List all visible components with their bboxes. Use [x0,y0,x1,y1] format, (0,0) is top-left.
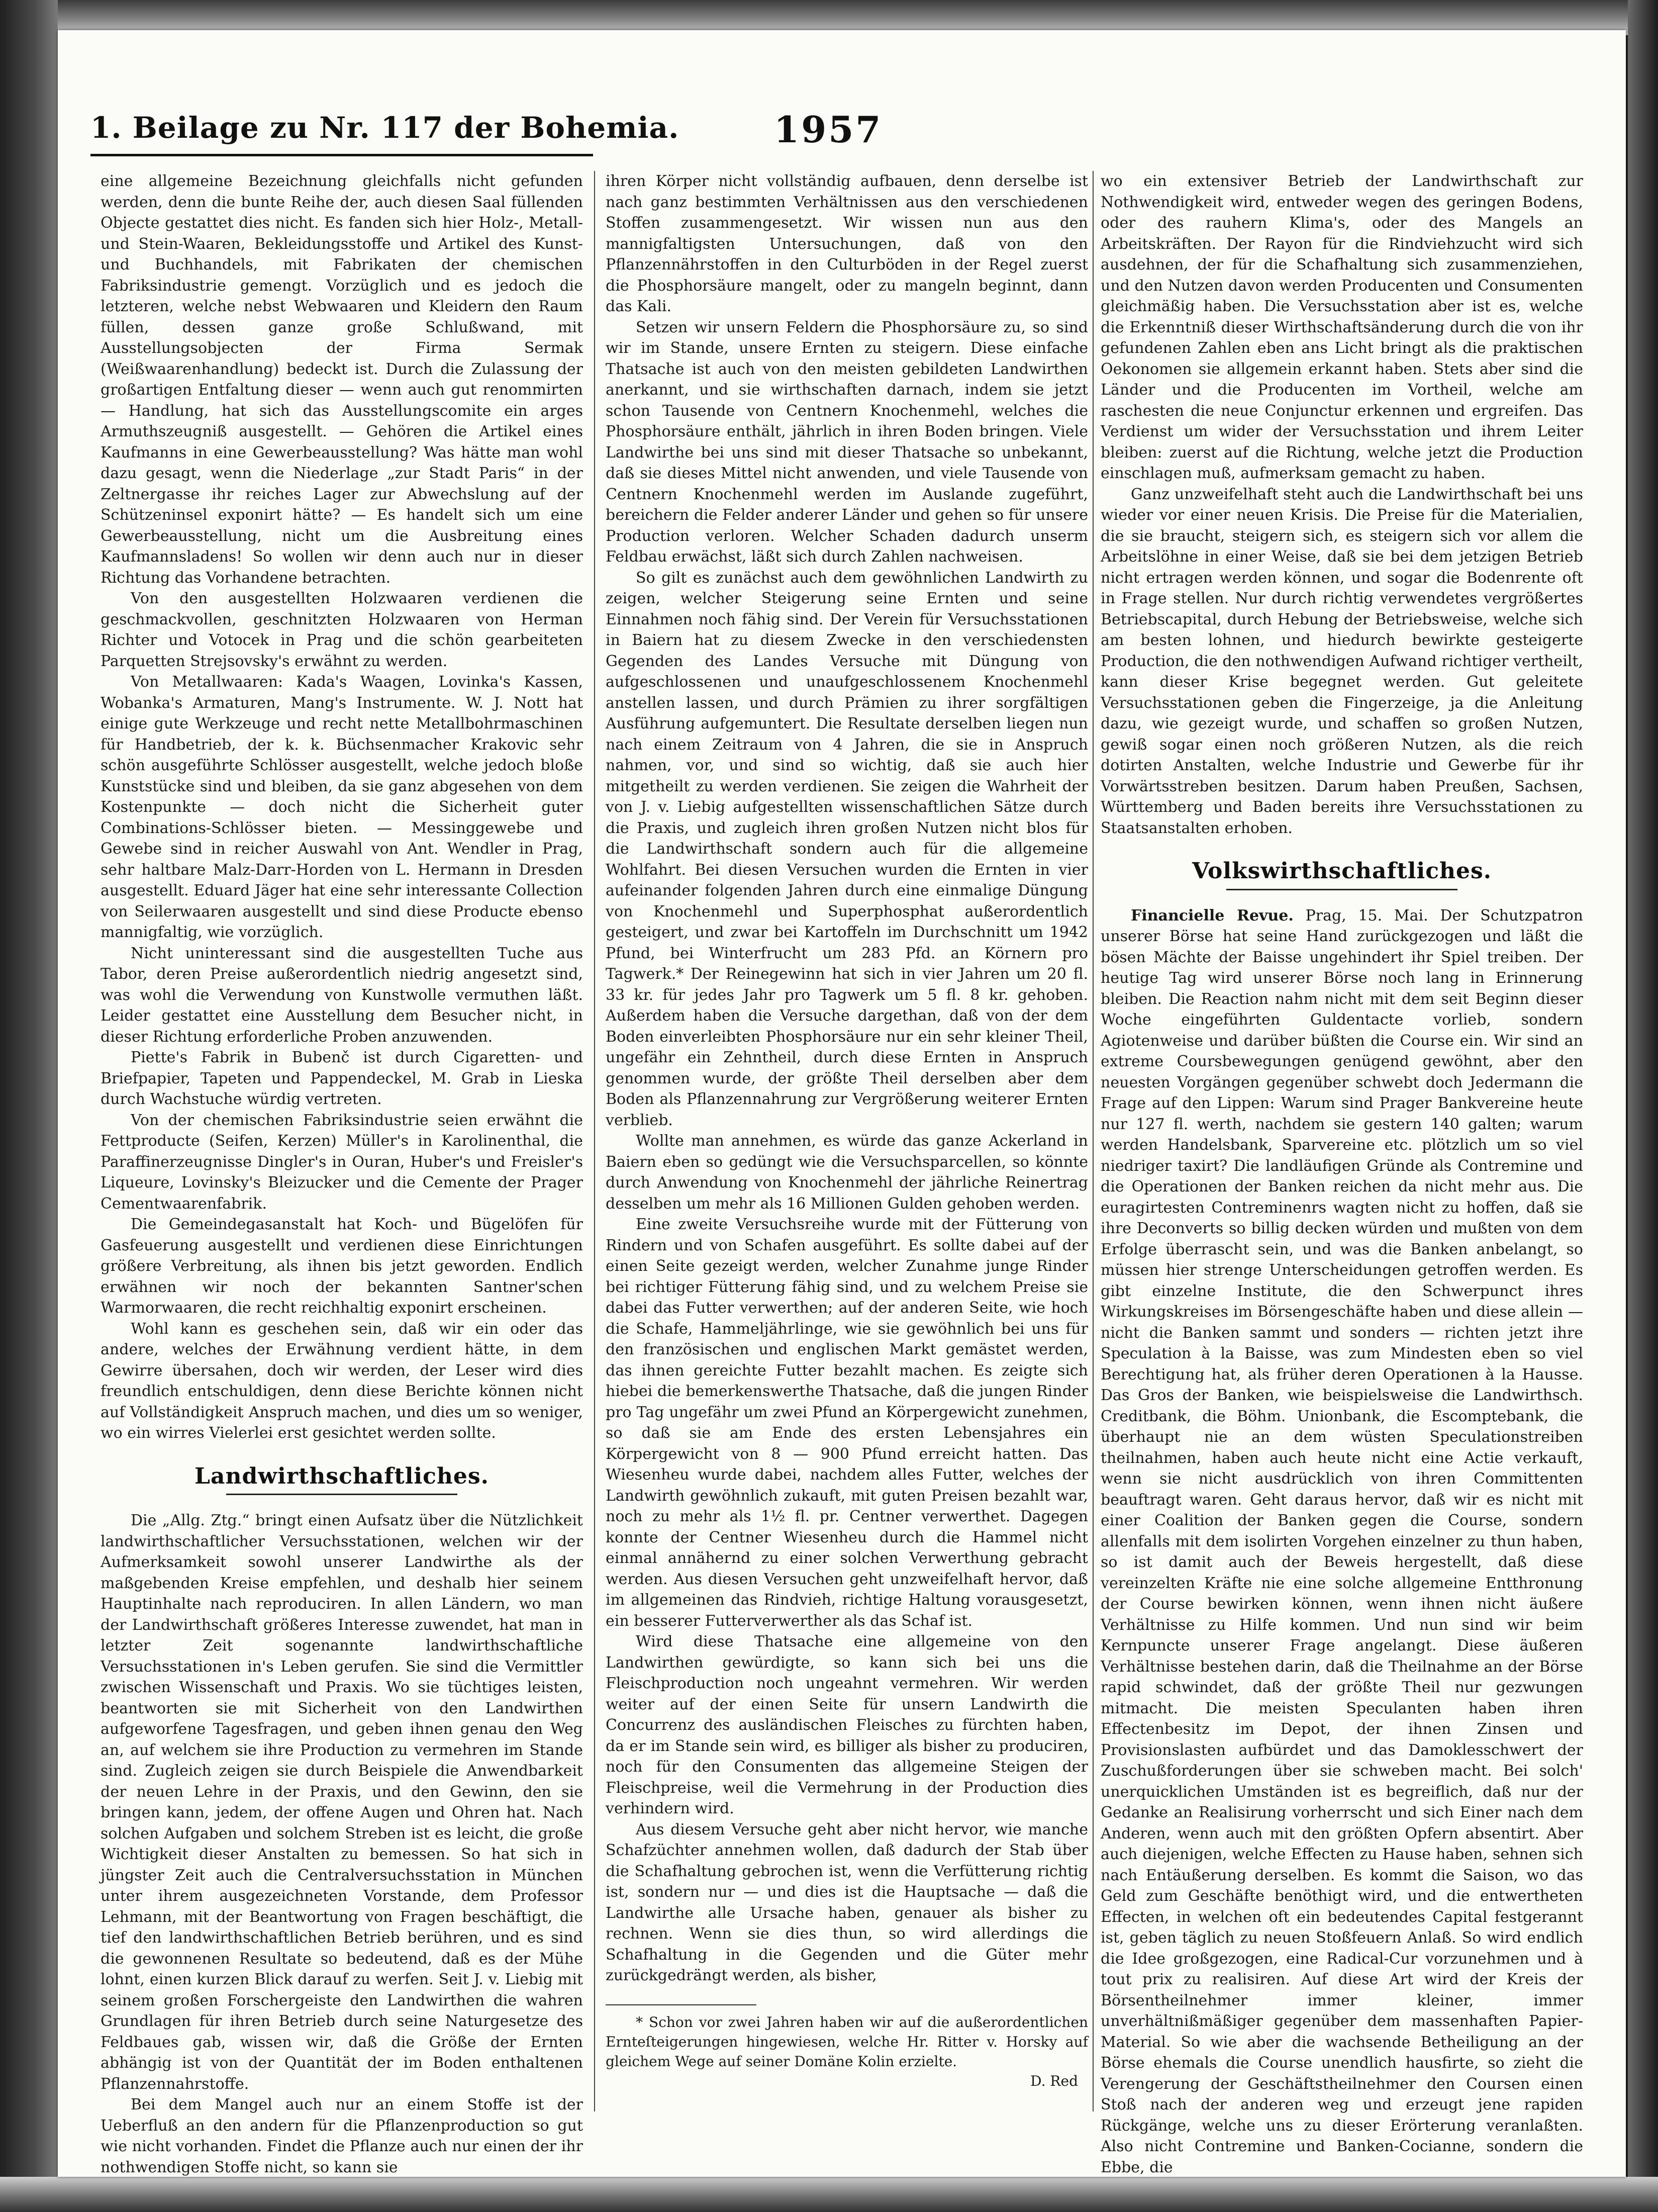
column-divider [1093,171,1094,2111]
supplement-title: 1. Beilage zu Nr. 117 der Bohemia. [90,111,679,145]
paragraph: So gilt es zunächst auch dem gewöhnlichen Landwirth zu zeigen, welcher Steigerung seine Ernten und seine Einnahmen noch fähig sind. Der Verein für Versuchsstationen in Baiern hat zu diesem Zwecke in den verschiedensten Gegenden des Landes Versuche mit Düngung von aufgeschlossenen und unaufgeschlossenem Knochenmehl anstellen lassen, und durch Prämien zu ihrer sorgfältigen Ausführung aufgemuntert. Die Resultate derselben liegen nun nach einem Zeitraum von 4 Jahren, die sie in Anspruch nahmen, vor, und sind so wichtig, daß sie auch hier mitgetheilt zu werden verdienen. Sie zeigen die Wahrheit der von J. v. Liebig aufgestellten wissenschaftlichen Sätze durch die Praxis, und zugleich ihren großen Nutzen nicht blos für die Landwirthschaft sondern auch für die allgemeine Wohlfahrt. Bei diesen Versuchen wurden die Ernten in vier aufeinander folgenden Jahren durch eine einmalige Düngung von Knochenmehl und Superphosphat außerordentlich gesteigert, und zwar bei Kartoffeln im Durchschnitt um 1942 Pfund, bei Winterfrucht um 283 Pfd. an Körnern pro Tagwerk.* Der Reinegewinn hat sich in vier Jahren um 20 fl. 33 kr. für jedes Jahr pro Tagwerk um 5 fl. 8 kr. gehoben. Außerdem haben die Versuche dargethan, daß von der dem Boden einverleibten Phosphorsäure nur ein sehr kleiner Theil, ungefähr ein Zehntheil, durch diese Ernten in Anspruch genommen wurde, der größte Theil derselben aber dem Boden als Pflanzennahrung zur Vergrößerung weiterer Ernten verblieb. [606,569,1088,1129]
footnote: * Schon vor zwei Jahren haben wir auf die außerordentlichen Ernteſteigerungen hingewiesen, welche Hr. Ritter v. Horsky auf gleichem Wege auf seiner Domäne Kolin erzielte. [606,2013,1088,2070]
financial-review-text: Prag, 15. Mai. Der Schutzpatron unserer Börse hat seine Hand zurückgezogen und läßt die bösen Mächte der Baisse ungehindert ihr Spiel treiben. Der heutige Tag wird unserer Börse noch lang in Erinnerung bleiben. Die Reaction nahm nicht mit dem seit Beginn dieser Woche eingeführten Guldentacte vorlieb, sondern Agiotenweise und darüber büßten die Course ein. Wir sind an extreme Coursbewegungen genügend gewöhnt, aber den neuesten Vorgängen gegenüber schwebt doch Jedermann die Frage auf den Lippen: Warum sind Prager Bankvereine heute nur 127 fl. werth, nachdem sie gestern 140 galten; warum werden Handelsbank, Sparvereine etc. plötzlich um so viel niedriger taxirt? Die landläufigen Gründe als Contremine und die Operationen der Banken reichen da nicht mehr aus. Die euragirtesten Contreminenrs wagten nicht zu hoffen, daß sie ihre Deconverts so billig decken würden und mußten von dem Erfolge überrascht sein, und was die Banken anbelangt, so müssen hier strenge Unterscheidungen getroffen werden. Es gibt einzelne Institute, die den Schwerpunct ihres Wirkungskreises im Börsengeschäfte haben und diese allein — nicht die Banken sammt und sonders — richten jetzt ihre Speculation à la Baisse, was zum Mindesten eben so viel Berechtigung hat, als früher deren Operationen à la Hausse. Das Gros der Banken, wie beispielsweise die Landwirthsch. Creditbank, die Böhm. Unionbank, die Escomptebank, die überhaupt nie an dem wüsten Speculationstreiben theilnahmen, haben auch heute nicht eine Actie verkauft, wenn sie nicht ausdrücklich von ihren Committenten beauftragt waren. Geht daraus hervor, daß wir es nicht mit einer Coalition der Banken gegen die Course, sondern allenfalls mit dem isolirten Vorgehen einzelner zu thun haben, so ist damit auch der Beweis hergestellt, daß diese vereinzelten Kräfte nie eine solche allgemeine Entthronung der Course bewirken können, wenn ihnen nicht äußere Verhältnisse zu Hilfe kommen. Und nun sind wir beim Kernpuncte unserer Frage angelangt. Diese äußeren Verhältnisse bestehen darin, daß die Theilnahme an der Börse rapid schwindet, daß der größte Theil nur gezwungen mitmacht. Die meisten Speculanten haben ihren Effectenbesitz im Depot, der ihnen Zinsen und Provisionslasten aufbürdet und das Damoklesschwert der Zuschußforderungen über sie schweben macht. Bei solch' unerquicklichen Umständen ist es begreiflich, daß nur der Gedanke an Realisirung vorherrscht und sich Einer nach dem Anderen, wenn auch mit den größten Opfern absentirt. Aber auch diejenigen, welche Effecten zu Hause haben, sehnen sich nach Entäußerung derselben. Es kommt die Saison, wo das Geld zum Geschäfte benöthigt wird, und die entwertheten Effecten, in welchen oft ein bedeutendes Capital festgerannt ist, geben täglich zu neuen Stoßfeuern Anlaß. So wird endlich die Idee großgezogen, eine Radical-Cur vorzunehmen und à tout prix zu realisiren. Auf diese Art wird der Kreis der Börsentheilnehmer immer kleiner, immer unverhältnißmäßiger gegenüber dem massenhaften Papier-Material. So wie aber die wachsende Betheiligung an der Börse ehemals die Course unendlich hausfirte, so zieht die Verengerung der Geschäftstheilnehmer den Coursen einen Stoß nach der anderen weg und erzeugt jene rapiden Rückgänge, welche uns zu dieser Erörterung veranlaßten. Also nicht Contremine und Banken-Cocianne, sondern die Ebbe, die [1101,906,1583,2176]
paragraph: Die Gemeindegasanstalt hat Koch- und Bügelöfen für Gasfeuerung ausgestellt und verdienen diese Einrichtungen größere Verbreitung, als ihnen bis jetzt geworden. Endlich erwähnen wir noch der bekannten Santner'schen Warmorwaaren, die recht reichhaltig exponirt erscheinen. [101,1216,583,1317]
paragraph: ihren Körper nicht vollständig aufbauen, denn derselbe ist nach ganz bestimmten Verhältnissen aus den verschiedenen Stoffen zusammengesetzt. Wir wissen nun aus den mannigfaltigsten Untersuchungen, daß von den Pflanzennährstoffen in den Culturböden in der Regel zuerst die Phosphorsäure mangelt, oder zu mangeln beginnt, dann das Kali. [606,172,1088,315]
section-heading-agriculture: Landwirthschaftliches. [194,1463,489,1489]
paragraph: Wohl kann es geschehen sein, daß wir ein oder das andere, welches der Erwähnung verdient hätte, in dem Gewirre übersahen, doch wir werden, der Leser wird dies freundlich entschuldigen, denn diese Berichte können nicht auf Vollständigkeit Anspruch machen, und dies um so weniger, wo ein wirres Vielerlei erst gesichtet werden sollte. [101,1320,583,1442]
scan-right-edge [1628,0,1658,2212]
financial-review [1101,905,1583,2178]
paragraph: Bei dem Mangel auch nur an einem Stoffe ist der Ueberfluß an den andern für die Pflanzenproduction so gut wie nicht vorhanden. Findet die Pflanze auch nur einen der ihr nothwendigen Stoffe nicht, so kann sie [101,2096,583,2176]
footnote-signature: D. Red [1030,2072,1078,2089]
footnote-rule [606,2004,756,2005]
paragraph: eine allgemeine Bezeichnung gleichfalls nicht gefunden werden, denn die bunte Reihe der, auch diesen Saal füllenden Objecte gestattet dies nicht. Es fanden sich hier Holz-, Metall- und Stein-Waaren, Bekleidungsstoffe und Artikel des Kunst- und Buchhandels, mit Fabrikaten der chemischen Fabriksindustrie gemengt. Vorzüglich und es jedoch die letzteren, welche nebst Webwaaren und Kleidern den Raum füllen, dessen ganze große Schlußwand, mit Ausstellungsobjecten der Firma Sermak (Weißwaarenhandlung) bedeckt ist. Durch die Zulassung der großartigen Entfaltung dieser — wenn auch gut renommirten — Handlung, hat sich das Ausstellungscomite ein arges Armuthszeugniß ausgestellt. — Gehören die Artikel eines Kaufmanns in eine Gewerbeausstellung? Was hätte man wohl dazu gesagt, wenn die Niederlage „zur Stadt Paris“ in der Zeltnergasse ihr reiches Lager zur Abwechslung auf der Schützeninsel exponirt hätte? — Es handelt sich um eine Gewerbeausstellung, nicht um die Ausbreitung eines Kaufmannsladens! So wollen wir denn auch nur in dieser Richtung das Vorhandene betrachten. [101,172,583,587]
scan-left-edge [0,0,58,2212]
paragraph: wo ein extensiver Betrieb der Landwirthschaft zur Nothwendigkeit wird, entweder wegen des geringen Bodens, oder des rauhern Klima's, oder des Mangels an Arbeitskräften. Der Rayon für die Rindviehzucht wird sich ausdehnen, der für die Schafhaltung sich zusammenziehen, und den Nutzen davon werden Producenten und Consumenten gleichmäßig haben. Die Versuchsstation aber ist es, welche die Erkenntniß dieser Wirthschaftsänderung durch die von ihr gefundenen Zahlen eben ans Licht bringt als die praktischen Oekonomen sie allgemein erkannt haben. Stets aber sind die Länder und die Producenten im Vortheil, welche am raschesten die neue Conjunctur erkennen und ergreifen. Das Verdienst um wider der Versuchsstation und ihrem Leiter bleiben: zuerst auf die Richtung, welche jetzt die Production einschlagen muß, aufmerksam gemacht zu haben. [1101,172,1583,482]
paragraph: Von der chemischen Fabriksindustrie seien erwähnt die Fettproducte (Seifen, Kerzen) Müller's in Karolinenthal, die Paraffinerzeugnisse Dingler's in Ouran, Huber's und Freisler's Liqueure, Lovinsky's Bleizucker und die Cemente der Prager Cementwaarenfabrik. [101,1111,583,1213]
paragraph: Wollte man annehmen, es würde das ganze Ackerland in Baiern eben so gedüngt wie die Versuchsparcellen, so könnte durch Anwendung von Knochenmehl der jährliche Reinertrag desselben um mehr als 16 Millionen Gulden gehoben werden. [606,1132,1088,1213]
paragraph: Nicht uninteressant sind die ausgestellten Tuche aus Tabor, deren Preise außerordentlich niedrig angesetzt sind, was wohl die Verwendung von Kunstwolle vermuthen läßt. Leider gestattet eine Ausstellung dem Besucher nicht, in dieser Richtung erforderliche Proben anzuwenden. [101,944,583,1046]
paragraph: Von Metallwaaren: Kada's Waagen, Lovinka's Kassen, Wobanka's Armaturen, Mang's Instrumente. W. J. Nott hat einige gute Werkzeuge und recht nette Metallbohrmaschinen für Handbetrieb, der k. k. Büchsenmacher Krakovic sehr schön ausgeführte Schlösser ausgestellt, welche jedoch bloße Kunststücke sind und bleiben, da sie ganz abgesehen von dem Kostenpunkte — doch nicht die Sicherheit guter Combinations-Schlösser bieten. — Messinggewebe und Gewebe sind in reicher Auswahl von Ant. Wendler in Prag, sehr haltbare Malz-Darr-Horden von L. Hermann in Dresden ausgestellt. Eduard Jäger hat eine sehr interessante Collection von Seilerwaaren ausgestellt und sind diese Producte ebenso mannigfaltig, wie vorzüglich. [101,673,583,941]
column-right [1101,171,1583,2176]
paragraph: Ganz unzweifelhaft steht auch die Landwirthschaft bei uns wieder vor einer neuen Krisis. Die Preise für die Materialien, die sie braucht, steigern sich, es steigern sich vor allem die Arbeitslöhne in einer Weise, daß sie bei dem jetzigen Betrieb nicht ertragen werden können, und sogar die Bodenrente oft in Frage stellen. Nur durch richtig verwendetes vergrößertes Betriebscapital, durch Hebung der Betriebsweise, welche sich am besten lohnen, und hiedurch bewirkte gesteigerte Production, die den nothwendigen Aufwand richtiger vertheilt, kann dieser Krise begegnet werden. Gut geleitete Versuchsstationen geben die Fingerzeige, ja die Anleitung dazu, wie gezeigt wurde, und schaffen so großen Nutzen, gewiß sogar einen noch größeren Nutzen, als die reich dotirten Anstalten, welche Industrie und Gewerbe für ihr Vorwärtsstreben besitzen. Darum haben Preußen, Sachsen, Württemberg und Baden bereits ihre Versuchsstationen zu Staatsanstalten erhoben. [1101,485,1583,837]
column-divider [594,171,595,2111]
column-left [101,171,583,2176]
financial-review-lead: Financielle Revue. [1131,906,1294,925]
paragraph: Aus diesem Versuche geht aber nicht hervor, wie manche Schafzüchter annehmen wollen, daß dadurch der Stab über die Schafhaltung gebrochen ist, wenn die Verfütterung richtig ist, sondern nur — und dies ist die Hauptsache — daß die Landwirthe alle Ursache haben, genauer als bisher zu rechnen. Wenn sie dies thun, so wird allerdings die Schafhaltung in die Gegenden und die Güter mehr zurückgedrängt werden, als bisher, [606,1820,1088,1984]
paragraph: Setzen wir unsern Feldern die Phosphorsäure zu, so sind wir im Stande, unsere Ernten zu steigern. Diese einfache Thatsache ist auch von den meisten gebildeten Landwirthen anerkannt, und sie wirthschaften darnach, indem sie jetzt schon Tausende von Centnern Knochenmehl, welches die Phosphorsäure enthält, jährlich in ihren Boden bringen. Viele Landwirthe bei uns sind mit dieser Thatsache so unbekannt, daß sie dieses Mittel nicht anwenden, und viele Tausende von Centnern Knochenmehl werden im Auslande zugeführt, bereichern die Felder anderer Länder und gehen so für unsere Production verloren. Welcher Schaden dadurch unserm Feldbau erwächst, läßt sich durch Zahlen nachweisen. [606,318,1088,566]
column-middle [606,171,1088,2111]
paragraph: Von den ausgestellten Holzwaaren verdienen die geschmackvollen, geschnitzten Holzwaaren von Herman Richter und Votocek in Prag und die schön gearbeiteten Parquetten Strejsovsky's erwähnt zu werden. [101,590,583,670]
paragraph: Wird diese Thatsache eine allgemeine von den Landwirthen gewürdigte, so kann sich bei uns die Fleischproduction noch ungeahnt vermehren. Wir werden weiter auf der einen Seite für unsern Landwirth die Concurrenz des ausländischen Fleisches zu fürchten haben, da er im Stande sein wird, es billiger als bisher zu produciren, noch für den Consumenten das allgemeine Steigen der Fleischpreise, weil die Vermehrung in der Production dies verhindern wird. [606,1633,1088,1817]
paragraph: Eine zweite Versuchsreihe wurde mit der Fütterung von Rindern und von Schafen ausgeführt. Es sollte dabei auf der einen Seite gezeigt werden, welcher Zunahme junge Rinder bei richtiger Fütterung fähig sind, und zu welchem Preise sie dabei das Futter verwerthen; auf der anderen Seite, wie hoch die Schafe, Hammeljährlinge, wie sie gewöhnlich bei uns für den französischen und englischen Markt gemästet werden, das ihnen gereichte Futter bezahlt machen. Es zeigte sich hiebei die bemerkenswerthe Thatsache, daß die jungen Rinder pro Tag ungefähr um zwei Pfund an Körpergewicht zunehmen, so daß sie am Ende des ersten Lebensjahres ein Körpergewicht von 8 — 900 Pfund erreicht hatten. Das Wiesenheu wurde dabei, nachdem alles Futter, welches der Landwirth gewöhnlich zukauft, mit guten Preisen bezahlt war, noch zu mehr als 1½ fl. pr. Centner verwerthet. Dagegen konnte der Centner Wiesenheu durch die Hammel nicht einmal annähernd zu einer solchen Verwerthung gebracht werden. Aus diesen Versuchen geht unzweifelhaft hervor, daß im allgemeinen das Rindvieh, richtige Haltung vorausgesetzt, ein besserer Futterverwerther als das Schaf ist. [606,1216,1088,1630]
heading-rule [226,1494,457,1495]
section-heading-economics: Volkswirthschaftliches. [1192,858,1492,884]
paragraph: Die „Allg. Ztg.“ bringt einen Aufsatz über die Nützlichkeit landwirthschaftlicher Versuchsstationen, welchen wir der Aufmerksamkeit sowohl unserer Landwirthe als der maßgebenden Kreise empfehlen, und deshalb hier seinem Hauptinhalte nach reproduciren. In allen Ländern, wo man der Landwirthschaft größeres Interesse zuwendet, hat man in letzter Zeit sogenannte landwirthschaftliche Versuchsstationen in's Leben gerufen. Sie sind die Vermittler zwischen Wissenschaft und Praxis. Wo sie tüchtiges leisten, beantworten sie mit Sicherheit von den Landwirthen aufgeworfene Tagesfragen, und geben ihnen genau den Weg an, auf welchem sie ihre Production zu vermehren im Stande sind. Zugleich zeigen sie durch Beispiele die Anwendbarkeit der neuen Lehre in der Praxis, und den Gewinn, den sie bringen kann, jedem, der offene Augen und Ohren hat. Nach solchen Aufgaben und solchem Streben ist es leicht, die große Wichtigkeit dieser Anstalten zu bemessen. So hat sich in jüngster Zeit auch die Centralversuchsstation in München unter ihrem ausgezeichneten Vorstande, dem Professor Lehmann, mit der Beantwortung von Fragen beschäftigt, die tief den landwirthschaftlichen Betrieb berühren, und es sind die gewonnenen Resultate so bedeutend, daß es der Mühe lohnt, einen kurzen Blick darauf zu werfen. Seit J. v. Liebig mit seinem großen Forschergeiste den Landwirthen die wahren Grundlagen für ihren Betrieb durch seine Naturgesetze des Feldbaues gab, wissen wir, daß die Größe der Ernten abhängig ist von der Quantität der im Boden enthaltenen Pflanzennahrstoffe. [101,1512,583,2093]
paragraph: Piette's Fabrik in Bubenč ist durch Cigaretten- und Briefpapier, Tapeten und Pappendeckel, M. Grab in Lieska durch Wachstuche würdig vertreten. [101,1049,583,1108]
scan-bottom-edge [0,2177,1658,2212]
page-number: 1957 [774,108,883,151]
heading-rule [1226,889,1457,890]
header-rule [90,154,593,156]
